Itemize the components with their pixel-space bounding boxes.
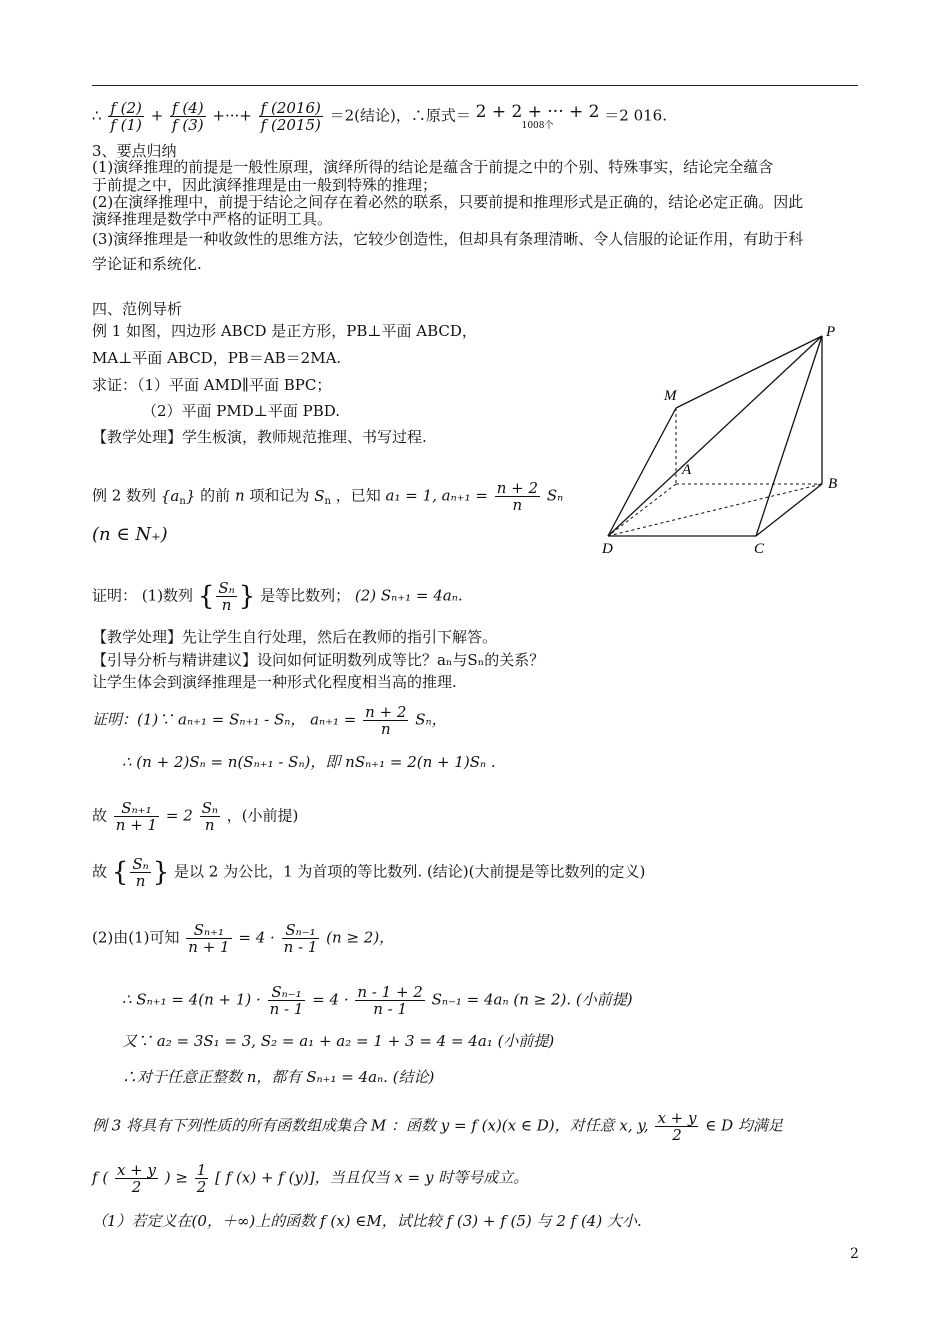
- point-1-line-a: (1)演绎推理的前提是一般性原理，演绎所得的结论是蕴含于前提之中的个别、特殊事实，结论完全蕴含: [92, 158, 774, 176]
- sum-of-twos: 2 + 2 + ··· + 2 1008个: [475, 101, 600, 131]
- label-D: D: [602, 541, 613, 557]
- point-3-line-b: 学论证和系统化.: [92, 255, 202, 273]
- sequence-a-n: $\{a_n\}$: [160, 486, 196, 507]
- edge-MD: [608, 408, 676, 536]
- example-2-statement: 例 2 数列 $\{a_n\}$ 的前 n 项和记为 $S_n$ ，已知 a₁ = 1, aₙ₊₁ = $\frac{n + 2}{n}$ Sₙ: [92, 479, 564, 514]
- fraction-f2-f1: $\frac{f (2)}{f (1)}$: [110, 99, 142, 134]
- example-3-line-1: 例 3 将具有下列性质的所有函数组成集合 M ：函数 y = f (x)(x ∈ D)，对任意 x, y, $\frac{x + y}{2}$ ∈ D 均满足: [92, 1109, 783, 1144]
- proof-step-2: ∴ (n + 2)Sₙ = n(Sₙ₊₁ - Sₙ)，即 nSₙ₊₁ = 2(n + 1)Sₙ .: [122, 753, 496, 771]
- section-3-title: 3、要点归纳: [92, 142, 177, 160]
- example-2-guide-2: 让学生体会到演绎推理是一种形式化程度相当高的推理.: [92, 673, 457, 691]
- label-P: P: [826, 324, 836, 340]
- page-number: 2: [850, 1246, 859, 1262]
- proof-part-2-d: ∴对于任意正整数 n，都有 Sₙ₊₁ = 4aₙ. (结论): [122, 1068, 435, 1086]
- edge-AD-hidden: [608, 484, 676, 536]
- label-C: C: [754, 541, 765, 557]
- example-3-line-3: （1）若定义在(0，＋∞)上的函数 f (x) ∈M，试比较 f (3) + f (5) 与 2 f (4) 大小.: [92, 1212, 642, 1230]
- header-rule: [92, 85, 858, 86]
- example-2-prove: 证明： (1)数列 { $\frac{\text{Sₙ}}{n}$ } 是等比数列； (2) Sₙ₊₁ = 4aₙ.: [92, 579, 463, 614]
- example-3-line-2: f ( $\frac{x + y}{2}$ ) ≥ $\frac{1}{2}$ [ f (x) + f (y)]，当且仅当 x = y 时等号成立。: [92, 1161, 529, 1196]
- section-4-title: 四、范例导析: [92, 300, 183, 318]
- formula-conclusion-line: ∴ $\frac{f (2)}{f (1)}$ + $\frac{f (4)}{f (3)}$ +···+ $\frac{f (2016)}{f (2015)}$ ＝2(结论)，∴原式＝ 2 + 2 + ··· + 2 1008个 ＝2 016.: [92, 99, 667, 134]
- edge-PM: [676, 336, 822, 408]
- example-1-line-c: 求证：（1）平面 AMD∥平面 BPC；: [92, 376, 332, 394]
- proof-step-3: 故 $\frac{\text{Sₙ₊₁}}{n + 1}$ = 2 $\frac{\text{Sₙ}}{n}$ ，(小前提): [92, 799, 299, 834]
- example-2-teaching: 【教学处理】先让学生自行处理，然后在教师的指引下解答。: [92, 628, 498, 646]
- proof-step-4: 故 { $\frac{\text{Sₙ}}{n}$ } 是以 2 为公比，1 为首项的等比数列. (结论)(大前提是等比数列的定义): [92, 855, 646, 890]
- edge-PD: [608, 336, 822, 536]
- example-2-guide: 【引导分析与精讲建议】设问如何证明数列成等比？aₙ与Sₙ的关系？: [92, 651, 545, 669]
- point-3-line-a: (3)演绎推理是一种收敛性的思维方法，它较少创造性，但却具有条理清晰、令人信服的论证作用，有助于科: [92, 230, 804, 248]
- proof-part-2-a: (2)由(1)可知 $\frac{\text{Sₙ₊₁}}{n + 1}$ = 4 · $\frac{\text{Sₙ₋₁}}{n - 1}$ (n ≥ 2)，: [92, 921, 395, 956]
- label-M: M: [664, 388, 677, 404]
- proof-step-1: 证明：(1)∵ aₙ₊₁ = Sₙ₊₁ - Sₙ， aₙ₊₁ = $\frac{n + 2}{n}$ Sₙ，: [92, 703, 447, 738]
- fraction-f4-f3: $\frac{f (4)}{f (3)}$: [172, 99, 204, 134]
- point-1-line-b: 于前提之中，因此演绎推理是由一般到特殊的推理；: [92, 176, 438, 194]
- point-2-line-a: (2)在演绎推理中，前提于结论之间存在着必然的联系，只要前提和推理形式是正确的，结论必定正确。因此: [92, 193, 804, 211]
- fraction-n2-n: $\frac{n + 2}{n}$: [496, 479, 539, 514]
- example-1-line-a: 例 1 如图，四边形 ABCD 是正方形，PB⊥平面 ABCD，: [92, 322, 477, 340]
- fraction-f2016-f2015: $\frac{f (2016)}{f (2015)}$: [260, 99, 321, 134]
- point-2-line-b: 演绎推理是数学中严格的证明工具。: [92, 210, 333, 228]
- example-1-line-b: MA⊥平面 ABCD，PB＝AB＝2MA.: [92, 349, 342, 367]
- label-A: A: [682, 462, 692, 478]
- therefore-symbol: ∴: [92, 106, 102, 125]
- pyramid-figure: [596, 318, 856, 558]
- example-2-domain: (n ∈ N₊): [92, 524, 168, 545]
- proof-part-2-b: ∴ Sₙ₊₁ = 4(n + 1) · $\frac{\text{Sₙ₋₁}}{n - 1}$ = 4 · $\frac{n - 1 + 2}{n - 1}$ Sₙ₋₁ = 4aₙ (n ≥ 2). (小前提): [122, 983, 633, 1018]
- example-1-teaching: 【教学处理】学生板演，教师规范推理、书写过程.: [92, 428, 427, 446]
- proof-part-2-c: 又∵ a₂ = 3S₁ = 3, S₂ = a₁ + a₂ = 1 + 3 = 4 = 4a₁ (小前提): [122, 1032, 555, 1050]
- sum-S-n: $S_n$: [314, 486, 331, 507]
- example-1-line-d: （2）平面 PMD⊥平面 PBD.: [142, 402, 341, 420]
- label-B: B: [828, 476, 838, 492]
